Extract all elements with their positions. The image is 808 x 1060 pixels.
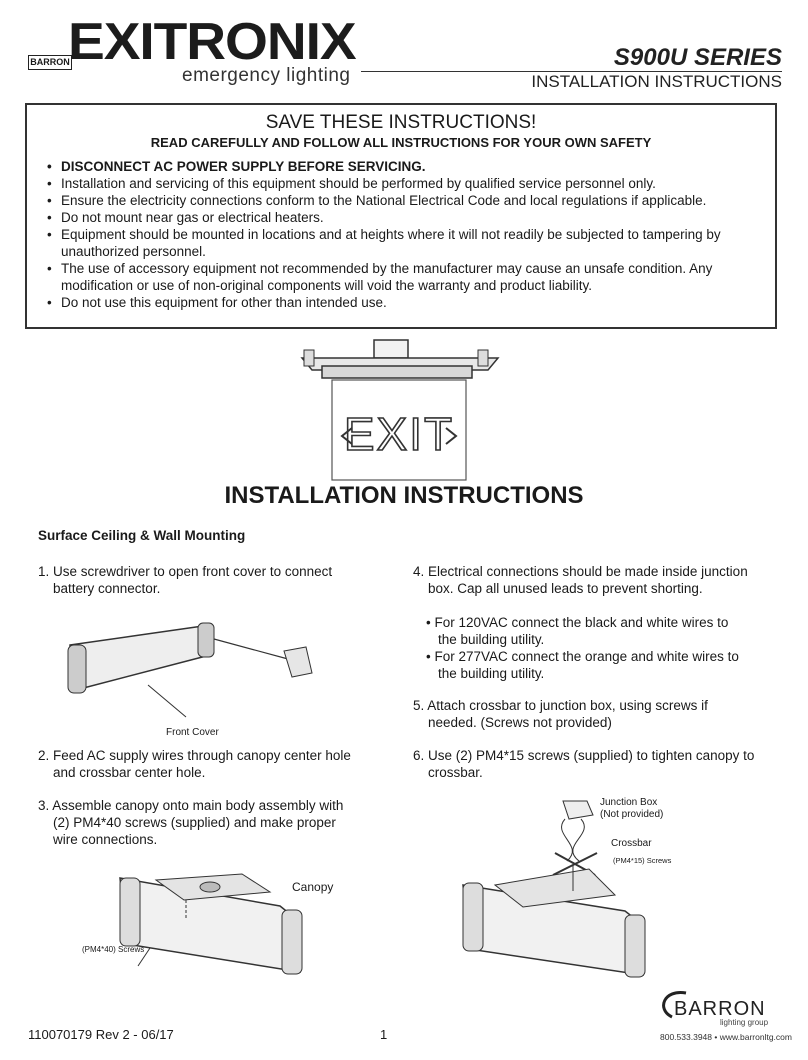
barron-logo-text: BARRON — [674, 998, 766, 1020]
safety-bullet: • Do not use this equipment for other than intended use. — [45, 294, 767, 311]
series-title: S900U SERIES — [613, 44, 782, 71]
brand-name: EXITRONIX — [68, 13, 356, 71]
step-1-line-1: 1. Use screwdriver to open front cover to connect — [38, 564, 333, 579]
step-2 — [38, 747, 351, 781]
brand-subtitle: emergency lighting — [182, 65, 351, 86]
step-5-line-1: 5. Attach crossbar to junction box, using screws if — [413, 698, 708, 713]
junction-box-label: Junction Box — [600, 797, 658, 808]
step-5-line-2: needed. (Screws not provided) — [428, 715, 612, 730]
step-3-line-1: 3. Assemble canopy onto main body assembly with — [38, 798, 344, 813]
safety-bullet: • Equipment should be mounted in locations and at heights where it will not readily be subjected to tampering by unauthorized personnel. — [45, 226, 767, 260]
safety-bullet: • DISCONNECT AC POWER SUPPLY BEFORE SERVICING. — [45, 158, 767, 175]
step-4-bullet-2: • For 277VAC connect the orange and white wires to — [426, 649, 739, 664]
barron-lighting-logo — [658, 987, 788, 1027]
step-4-bullet-1: • For 120VAC connect the black and white wires to — [426, 615, 729, 630]
safety-bullet: • Ensure the electricity connections conform to the National Electrical Code and local regulations if applicable. — [45, 192, 767, 209]
safety-bullet: • The use of accessory equipment not recommended by the manufacturer may cause an unsafe condition. Any modification or use of non-original components will void the warranty and product liability. — [45, 260, 767, 294]
step-6-line-2: crossbar. — [428, 765, 483, 780]
step-2-line-2: and crossbar center hole. — [53, 765, 206, 780]
safety-title: SAVE THESE INSTRUCTIONS! — [265, 112, 537, 133]
contact-info: 800.533.3948 • www.barronltg.com — [660, 1032, 792, 1042]
canopy-label: Canopy — [292, 880, 334, 894]
step-1-line-2: battery connector. — [53, 581, 161, 596]
step-6-line-1: 6. Use (2) PM4*15 screws (supplied) to tighten canopy to — [413, 748, 755, 763]
installation-title: INSTALLATION INSTRUCTIONS — [224, 482, 584, 509]
exit-sign-illustration — [292, 336, 508, 486]
section-title: Surface Ceiling & Wall Mounting — [38, 528, 246, 543]
document-number: 110070179 Rev 2 - 06/17 — [28, 1027, 174, 1042]
step-4 — [413, 563, 748, 682]
crossbar-illustration — [455, 795, 658, 1000]
step-3-line-2: (2) PM4*40 screws (supplied) and make proper — [53, 815, 336, 830]
front-cover-label: Front Cover — [166, 727, 219, 738]
safety-subtitle: READ CAREFULLY AND FOLLOW ALL INSTRUCTIONS FOR YOUR OWN SAFETY — [150, 135, 652, 150]
pm4-15-screws-label: (PM4*15) Screws — [613, 856, 672, 865]
crossbar-label: Crossbar — [611, 838, 652, 849]
step-4-line-1: 4. Electrical connections should be made inside junction — [413, 564, 748, 579]
step-4-bullet-2-cont: the building utility. — [438, 666, 545, 681]
step-5 — [413, 697, 708, 731]
document-type: INSTALLATION INSTRUCTIONS — [531, 72, 782, 91]
junction-box-note: (Not provided) — [600, 809, 664, 820]
barron-logo-sub: lighting group — [720, 1018, 769, 1027]
step-1 — [38, 563, 332, 597]
step-4-line-2: box. Cap all unused leads to prevent shorting. — [428, 581, 703, 596]
step-4-bullet-1-cont: the building utility. — [438, 632, 545, 647]
page-number: 1 — [380, 1027, 388, 1042]
step-6 — [413, 747, 754, 781]
safety-bullet: • Installation and servicing of this equipment should be performed by qualified service personnel only. — [45, 175, 767, 192]
step-3-line-3: wire connections. — [53, 832, 158, 847]
front-cover-illustration — [60, 615, 330, 725]
barron-tag-logo: BARRON — [28, 55, 72, 70]
step-3 — [38, 797, 343, 848]
safety-bullet: • Do not mount near gas or electrical heaters. — [45, 209, 767, 226]
step-2-line-1: 2. Feed AC supply wires through canopy center hole — [38, 748, 351, 763]
exit-sign-text: EXIT — [343, 408, 455, 460]
canopy-illustration — [110, 860, 310, 1000]
pm4-40-screws-label: (PM4*40) Screws — [82, 945, 145, 954]
safety-bullet-list — [45, 158, 767, 311]
